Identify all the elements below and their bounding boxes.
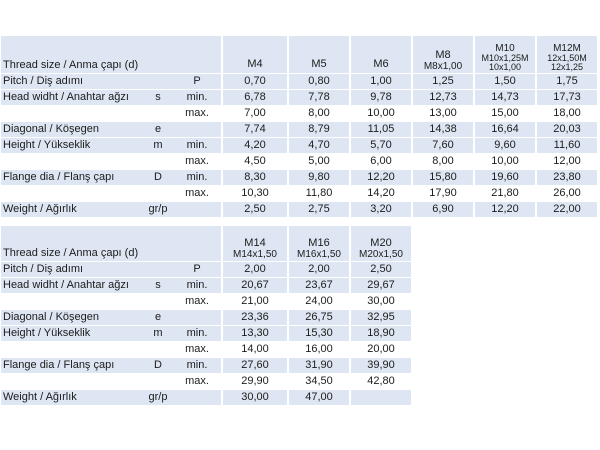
value-cell: 12,00 — [537, 154, 597, 170]
value-cell: 9,60 — [475, 138, 535, 154]
value-cell: 32,95 — [351, 310, 411, 326]
row-sub-label — [173, 202, 221, 218]
row-symbol — [143, 74, 173, 90]
row-sub-label — [173, 390, 221, 406]
value-cell: 2,75 — [289, 202, 349, 218]
row-label: Diagonal / Köşegen — [1, 310, 143, 326]
value-cell: 8,79 — [289, 122, 349, 138]
header-row — [1, 36, 597, 74]
row-symbol — [143, 154, 173, 170]
column-header-line: M16x1,50 — [297, 249, 341, 260]
row-symbol: m — [143, 138, 173, 154]
row-symbol: D — [143, 358, 173, 374]
value-cell: 2,00 — [289, 262, 349, 278]
column-header — [475, 36, 535, 74]
value-cell: 10,00 — [351, 106, 411, 122]
row-label — [1, 294, 143, 310]
row-label — [1, 342, 143, 358]
value-cell: 11,60 — [537, 138, 597, 154]
column-header — [413, 36, 473, 74]
header-label: Thread size / Anma çapı (d) — [1, 226, 221, 262]
value-cell: 23,67 — [289, 278, 349, 294]
column-header-line: M20x1,50 — [359, 249, 403, 260]
table-row — [1, 326, 411, 342]
row-sub-label: max. — [173, 106, 221, 122]
value-cell: 12,20 — [351, 170, 411, 186]
row-label — [1, 374, 143, 390]
table-row — [1, 262, 411, 278]
row-label: Pitch / Diş adımı — [1, 262, 143, 278]
column-header — [223, 226, 287, 262]
row-symbol — [143, 186, 173, 202]
row-symbol — [143, 342, 173, 358]
table-row — [1, 278, 411, 294]
value-cell: 0,80 — [289, 74, 349, 90]
row-symbol: D — [143, 170, 173, 186]
value-cell: 1,25 — [413, 74, 473, 90]
value-cell: 11,05 — [351, 122, 411, 138]
header-row — [1, 226, 411, 262]
column-header-line: M8x1,00 — [423, 61, 463, 72]
row-sub-label: min. — [173, 170, 221, 186]
column-header — [289, 226, 349, 262]
value-cell: 15,30 — [289, 326, 349, 342]
row-sub-label: P — [173, 74, 221, 90]
value-cell: 34,50 — [289, 374, 349, 390]
value-cell: 2,50 — [351, 262, 411, 278]
value-cell: 21,80 — [475, 186, 535, 202]
column-header-line: M14x1,50 — [233, 249, 277, 260]
column-header — [223, 36, 287, 74]
value-cell: 7,74 — [223, 122, 287, 138]
row-label: Height / Yükseklik — [1, 326, 143, 342]
row-label: Weight / Ağırlık — [1, 390, 143, 406]
value-cell: 12,73 — [413, 90, 473, 106]
value-cell: 42,80 — [351, 374, 411, 390]
column-header-line: M20 — [370, 237, 392, 249]
value-cell: 39,90 — [351, 358, 411, 374]
row-label: Diagonal / Köşegen — [1, 122, 143, 138]
row-sub-label: min. — [173, 90, 221, 106]
value-cell: 26,00 — [537, 186, 597, 202]
column-header-line: M16 — [308, 237, 330, 249]
table-row — [1, 342, 411, 358]
value-cell: 6,00 — [351, 154, 411, 170]
table-row — [1, 390, 411, 406]
row-label — [1, 106, 143, 122]
value-cell: 17,90 — [413, 186, 473, 202]
value-cell: 20,67 — [223, 278, 287, 294]
value-cell: 0,70 — [223, 74, 287, 90]
value-cell: 4,70 — [289, 138, 349, 154]
value-cell: 29,90 — [223, 374, 287, 390]
header-label: Thread size / Anma çapı (d) — [1, 36, 221, 74]
row-sub-label: min. — [173, 138, 221, 154]
column-header-line: 12x1,50M — [547, 53, 587, 63]
table-row — [1, 90, 597, 106]
value-cell: 30,00 — [223, 390, 287, 406]
row-sub-label: max. — [173, 294, 221, 310]
row-symbol — [143, 294, 173, 310]
column-header-line: M4 — [247, 58, 263, 70]
row-label: Head widht / Anahtar ağzı — [1, 90, 143, 106]
value-cell: 14,38 — [413, 122, 473, 138]
value-cell: 26,75 — [289, 310, 349, 326]
value-cell: 8,00 — [289, 106, 349, 122]
value-cell: 10,00 — [475, 154, 535, 170]
table-row — [1, 310, 411, 326]
value-cell: 22,00 — [537, 202, 597, 218]
value-cell: 29,67 — [351, 278, 411, 294]
row-label: Flange dia / Flanş çapı — [1, 358, 143, 374]
value-cell: 30,00 — [351, 294, 411, 310]
column-header-line: M6 — [373, 58, 389, 70]
table-body — [1, 226, 411, 406]
row-label: Head widht / Anahtar ağzı — [1, 278, 143, 294]
value-cell: 31,90 — [289, 358, 349, 374]
row-symbol: e — [143, 122, 173, 138]
value-cell: 7,60 — [413, 138, 473, 154]
value-cell: 5,00 — [289, 154, 349, 170]
row-sub-label: min. — [173, 326, 221, 342]
value-cell: 12,20 — [475, 202, 535, 218]
value-cell: 11,80 — [289, 186, 349, 202]
row-label: Weight / Ağırlık — [1, 202, 143, 218]
table-row — [1, 154, 597, 170]
column-header-line: M10x1,25M — [481, 53, 529, 63]
value-cell: 18,00 — [537, 106, 597, 122]
value-cell: 8,30 — [223, 170, 287, 186]
value-cell: 13,30 — [223, 326, 287, 342]
row-symbol — [143, 374, 173, 390]
value-cell: 2,00 — [223, 262, 287, 278]
value-cell: 16,64 — [475, 122, 535, 138]
row-symbol: gr/p — [143, 390, 173, 406]
table-body — [1, 36, 597, 218]
row-sub-label — [173, 122, 221, 138]
column-header-line: M12M — [553, 43, 581, 54]
value-cell: 16,00 — [289, 342, 349, 358]
column-header — [537, 36, 597, 74]
value-cell: 2,50 — [223, 202, 287, 218]
column-header-line: M10 — [495, 43, 515, 54]
row-symbol: e — [143, 310, 173, 326]
row-label — [1, 154, 143, 170]
value-cell: 17,73 — [537, 90, 597, 106]
value-cell: 1,00 — [351, 74, 411, 90]
table-row — [1, 294, 411, 310]
value-cell: 14,00 — [223, 342, 287, 358]
table-row — [1, 202, 597, 218]
row-sub-label: max. — [173, 374, 221, 390]
row-sub-label: P — [173, 262, 221, 278]
table-row — [1, 170, 597, 186]
row-sub-label: max. — [173, 154, 221, 170]
value-cell: 8,00 — [413, 154, 473, 170]
column-header-line: M8 — [435, 49, 451, 61]
value-cell: 20,03 — [537, 122, 597, 138]
value-cell: 47,00 — [289, 390, 349, 406]
row-label: Pitch / Diş adımı — [1, 74, 143, 90]
value-cell: 15,80 — [413, 170, 473, 186]
value-cell: 19,60 — [475, 170, 535, 186]
row-symbol — [143, 262, 173, 278]
value-cell: 3,20 — [351, 202, 411, 218]
value-cell: 20,00 — [351, 342, 411, 358]
value-cell: 6,78 — [223, 90, 287, 106]
value-cell: 18,90 — [351, 326, 411, 342]
row-symbol: s — [143, 278, 173, 294]
column-header-line: 10x1,00 — [488, 62, 522, 72]
column-header — [351, 226, 411, 262]
value-cell: 7,00 — [223, 106, 287, 122]
value-cell: 14,73 — [475, 90, 535, 106]
value-cell: 1,75 — [537, 74, 597, 90]
row-sub-label: max. — [173, 186, 221, 202]
row-label: Flange dia / Flanş çapı — [1, 170, 143, 186]
row-symbol: s — [143, 90, 173, 106]
table-row — [1, 138, 597, 154]
row-sub-label — [173, 310, 221, 326]
value-cell: 27,60 — [223, 358, 287, 374]
column-header-line: M14 — [244, 237, 266, 249]
value-cell: 4,20 — [223, 138, 287, 154]
column-header-line: 12x1,25 — [550, 62, 584, 72]
row-symbol: m — [143, 326, 173, 342]
value-cell: 5,70 — [351, 138, 411, 154]
row-sub-label: min. — [173, 358, 221, 374]
value-cell: 21,00 — [223, 294, 287, 310]
value-cell: 4,50 — [223, 154, 287, 170]
spec-table-small-sizes — [1, 36, 597, 218]
row-symbol: gr/p — [143, 202, 173, 218]
table-row — [1, 186, 597, 202]
value-cell: 23,36 — [223, 310, 287, 326]
column-header-line: M5 — [311, 58, 327, 70]
row-symbol — [143, 106, 173, 122]
row-sub-label: min. — [173, 278, 221, 294]
table-row — [1, 374, 411, 390]
value-cell: 7,78 — [289, 90, 349, 106]
row-sub-label: max. — [173, 342, 221, 358]
value-cell: 1,50 — [475, 74, 535, 90]
table-row — [1, 106, 597, 122]
column-header — [351, 36, 411, 74]
table-row — [1, 358, 411, 374]
spec-table-large-sizes — [1, 226, 411, 406]
table-row — [1, 122, 597, 138]
value-cell — [351, 390, 411, 406]
value-cell: 6,90 — [413, 202, 473, 218]
value-cell: 10,30 — [223, 186, 287, 202]
value-cell: 23,80 — [537, 170, 597, 186]
value-cell: 14,20 — [351, 186, 411, 202]
table-row — [1, 74, 597, 90]
row-label — [1, 186, 143, 202]
value-cell: 13,00 — [413, 106, 473, 122]
column-header — [289, 36, 349, 74]
value-cell: 9,78 — [351, 90, 411, 106]
value-cell: 15,00 — [475, 106, 535, 122]
row-label: Height / Yükseklik — [1, 138, 143, 154]
value-cell: 9,80 — [289, 170, 349, 186]
value-cell: 24,00 — [289, 294, 349, 310]
